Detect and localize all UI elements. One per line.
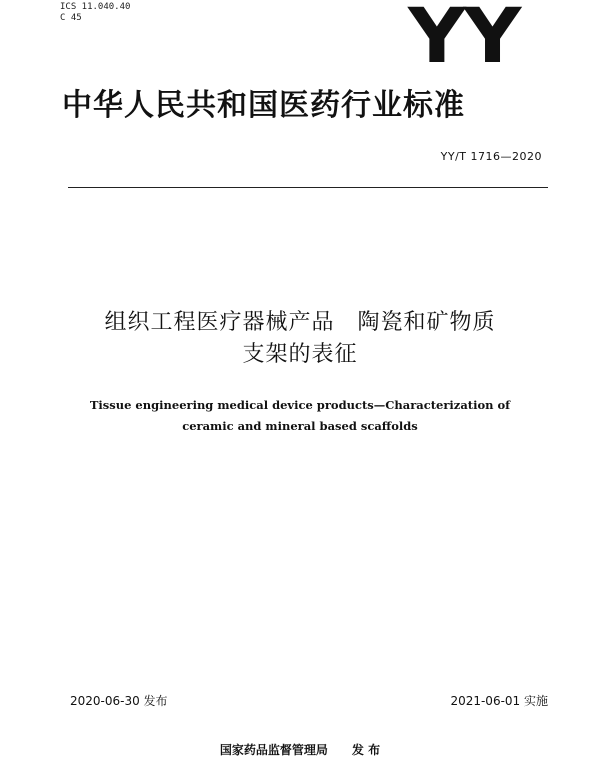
issue-date: 2020-06-30 发布 xyxy=(70,694,168,708)
issuing-authority: 国家药品监督管理局 发 布 xyxy=(219,743,381,757)
standard-number: YY/T 1716—2020 xyxy=(440,150,542,163)
english-title xyxy=(60,395,540,437)
header-divider xyxy=(68,187,548,188)
chinese-title-line-2: 支架的表征 xyxy=(242,342,358,367)
yy-logo: YY xyxy=(408,0,520,80)
english-title-line-2: ceramic and mineral based scaffolds xyxy=(182,419,418,433)
implementation-date: 2021-06-01 实施 xyxy=(450,694,548,708)
classification-codes xyxy=(60,2,130,24)
chinese-title xyxy=(40,307,560,371)
english-title-line-1: Tissue engineering medical device products—Characterization of xyxy=(89,398,511,412)
ccs-code: C 45 xyxy=(60,13,82,23)
standard-type-title: 中华人民共和国医药行业标准 xyxy=(62,88,465,123)
chinese-title-line-1: 组织工程医疗器械产品 陶瓷和矿物质 xyxy=(104,310,496,335)
ics-code: ICS 11.040.40 xyxy=(60,2,131,12)
